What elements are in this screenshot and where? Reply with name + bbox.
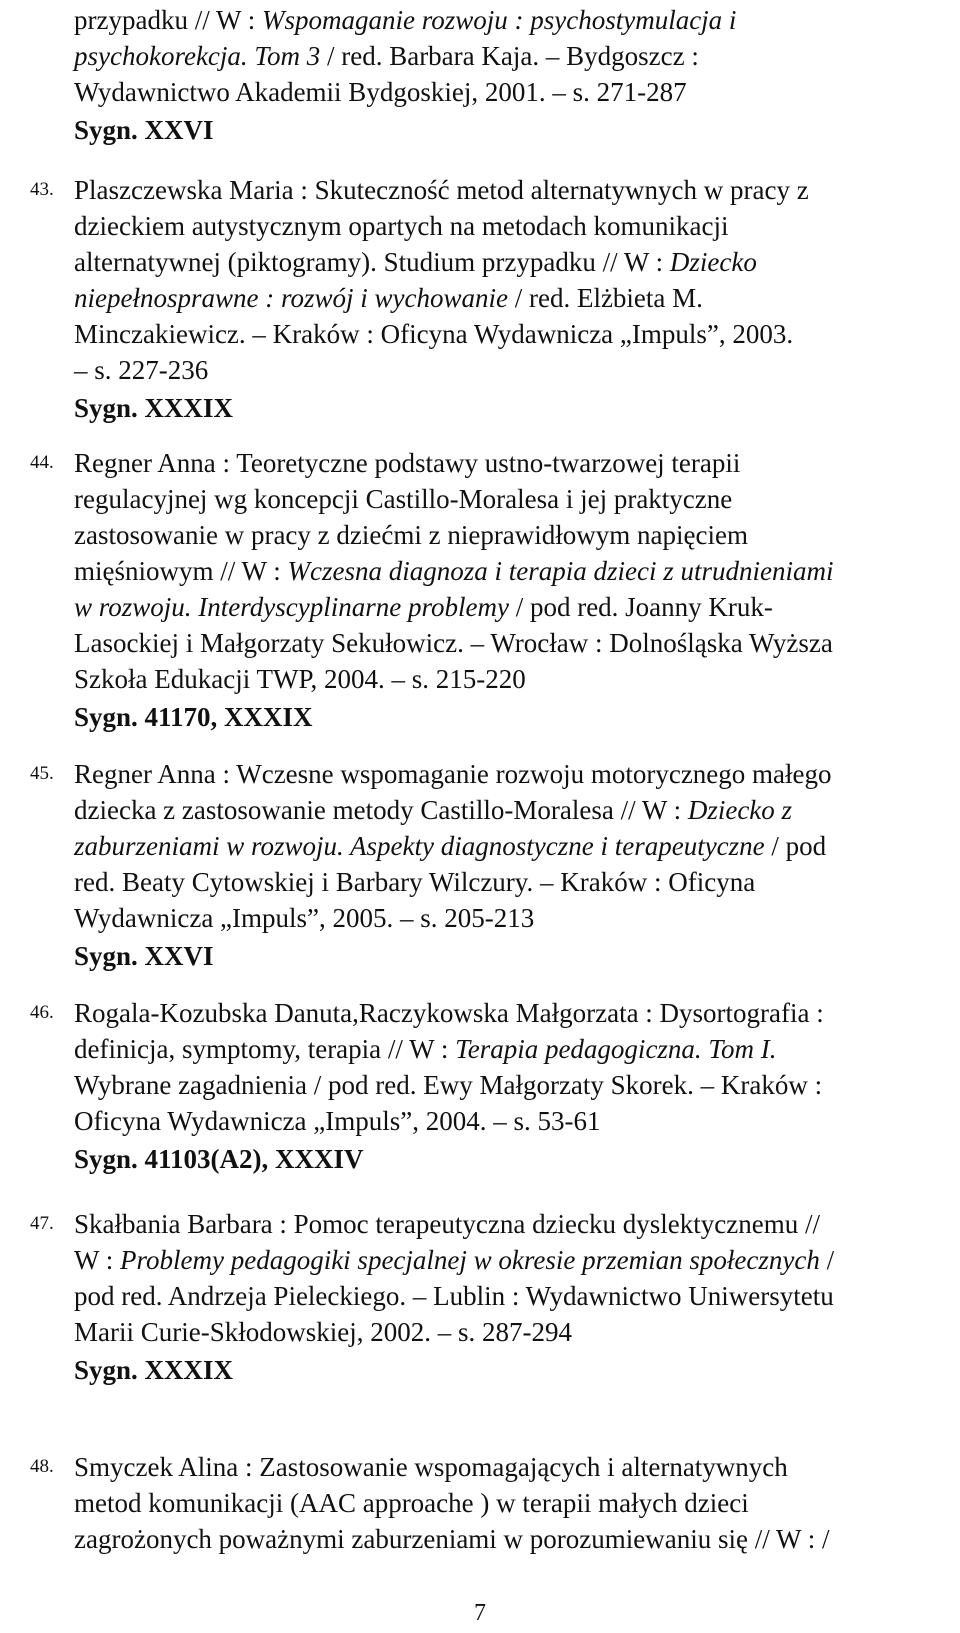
page-number: 7 [474,1600,486,1626]
entry-number: 47. [30,1213,54,1234]
entry-text [74,1449,944,1557]
text-run: red. Beaty Cytowskiej i Barbary Wilczury. – Kraków : Oficyna [74,867,756,897]
italic-title-run: Wczesna diagnoza i terapia dzieci z utrudnieniami [287,556,834,586]
entry-line [74,589,944,625]
call-number: Sygn. XXXIX [74,393,234,423]
entry-line [74,244,944,280]
entry-line [74,1067,944,1103]
entry-line [74,74,944,110]
entry-line [74,1314,944,1350]
entry-line [74,864,944,900]
entry-line [74,1449,944,1485]
entry-number: 44. [30,452,54,473]
text-run: / pod red. Joanny Kruk- [508,592,773,622]
entry-line [74,2,944,38]
text-run: Marii Curie-Skłodowskiej, 2002. – s. 287-294 [74,1317,572,1347]
entry-line [74,756,944,792]
entry-line [74,280,944,316]
entry-line [74,1103,944,1139]
italic-title-run: w rozwoju. Interdyscyplinarne problemy [74,592,509,622]
entry-line [74,1485,944,1521]
text-run: przypadku // W : [74,5,262,35]
italic-title-run: Dziecko [669,247,757,277]
entry-line [74,481,944,517]
text-run: mięśniowym // W : [74,556,288,586]
entry-line [74,208,944,244]
text-run: / red. Barbara Kaja. – Bydgoszcz : [320,41,699,71]
entry-line [74,517,944,553]
text-run: Minczakiewicz. – Kraków : Oficyna Wydawnicza „Impuls”, 2003. [74,319,794,349]
entry-line [74,553,944,589]
text-run: Szkoła Edukacji TWP, 2004. – s. 215-220 [74,664,526,694]
italic-title-run: Terapia pedagogiczna. Tom I. [455,1034,777,1064]
text-run: Wydawnictwo Akademii Bydgoskiej, 2001. – s. 271-287 [74,77,687,107]
call-number: Sygn. XXVI [74,115,214,145]
entry-text [74,756,944,974]
text-run: Plaszczewska Maria : Skuteczność metod alternatywnych w pracy z [74,175,809,205]
text-run: / pod [764,831,827,861]
italic-title-run: Dziecko z [687,795,793,825]
entry-number: 48. [30,1456,54,1477]
entry-line [74,900,944,936]
call-number: Sygn. 41103(A2), XXXIV [74,1144,364,1174]
text-run: Smyczek Alina : Zastosowanie wspomagających i alternatywnych [74,1452,788,1482]
entry-line [74,995,944,1031]
entry-text [74,445,944,735]
entry-line [74,445,944,481]
call-number: Sygn. XXXIX [74,1355,234,1385]
entry-line [74,828,944,864]
entry-number: 46. [30,1002,54,1023]
text-run: Rogala-Kozubska Danuta,Raczykowska Małgorzata : Dysortografia : [74,998,824,1028]
italic-title-run: Wspomaganie rozwoju : psychostymulacja i [261,5,737,35]
entry-text [74,1206,944,1388]
entry-line [74,1206,944,1242]
italic-title-run: niepełnosprawne : rozwój i wychowanie [74,283,508,313]
entry-line [74,1031,944,1067]
text-run: Skałbania Barbara : Pomoc terapeutyczna dziecku dyslektycznemu // [74,1209,820,1239]
text-run: definicja, symptomy, terapia // W : [74,1034,456,1064]
entry-number: 43. [30,179,54,200]
entry-line [74,625,944,661]
entry-line [74,172,944,208]
entry-line [74,38,944,74]
text-run: W : [74,1245,120,1275]
text-run: Wydawnicza „Impuls”, 2005. – s. 205-213 [74,903,535,933]
text-run: dziecka z zastosowanie metody Castillo-Moralesa // W : [74,795,688,825]
text-run: Regner Anna : Teoretyczne podstawy ustno-twarzowej terapii [74,448,741,478]
text-run: zagrożonych poważnymi zaburzeniami w porozumiewaniu się // W : / [74,1524,830,1554]
entry-line [74,792,944,828]
entry-text [74,995,944,1177]
italic-title-run: psychokorekcja. Tom 3 [74,41,321,71]
text-run: / [819,1245,835,1275]
entry-text [74,2,944,148]
call-number: Sygn. XXVI [74,941,214,971]
call-number: Sygn. 41170, XXXIX [74,702,313,732]
text-run: – s. 227-236 [74,355,209,385]
text-run: dzieckiem autystycznym opartych na metodach komunikacji [74,211,729,241]
entry-line [74,1278,944,1314]
entry-text [74,172,944,426]
entry-line [74,316,944,352]
text-run: / red. Elżbieta M. [507,283,703,313]
entry-line [74,661,944,697]
italic-title-run: zaburzeniami w rozwoju. Aspekty diagnostyczne i terapeutyczne [74,831,765,861]
text-run: Lasockiej i Małgorzaty Sekułowicz. – Wrocław : Dolnośląska Wyższa [74,628,833,658]
text-run: pod red. Andrzeja Pieleckiego. – Lublin : Wydawnictwo Uniwersytetu [74,1281,834,1311]
italic-title-run: Problemy pedagogiki specjalnej w okresie przemian społecznych [120,1245,820,1275]
text-run: alternatywnej (piktogramy). Studium przypadku // W : [74,247,670,277]
text-run: Regner Anna : Wczesne wspomaganie rozwoju motorycznego małego [74,759,832,789]
text-run: Oficyna Wydawnicza „Impuls”, 2004. – s. 53-61 [74,1106,601,1136]
text-run: zastosowanie w pracy z dziećmi z nieprawidłowym napięciem [74,520,748,550]
entry-line [74,1521,944,1557]
text-run: regulacyjnej wg koncepcji Castillo-Moralesa i jej praktyczne [74,484,733,514]
text-run: metod komunikacji (AAC approache ) w terapii małych dzieci [74,1488,749,1518]
entry-number: 45. [30,763,54,784]
entry-line [74,1242,944,1278]
text-run: Wybrane zagadnienia / pod red. Ewy Małgorzaty Skorek. – Kraków : [74,1070,823,1100]
entry-line [74,352,944,388]
